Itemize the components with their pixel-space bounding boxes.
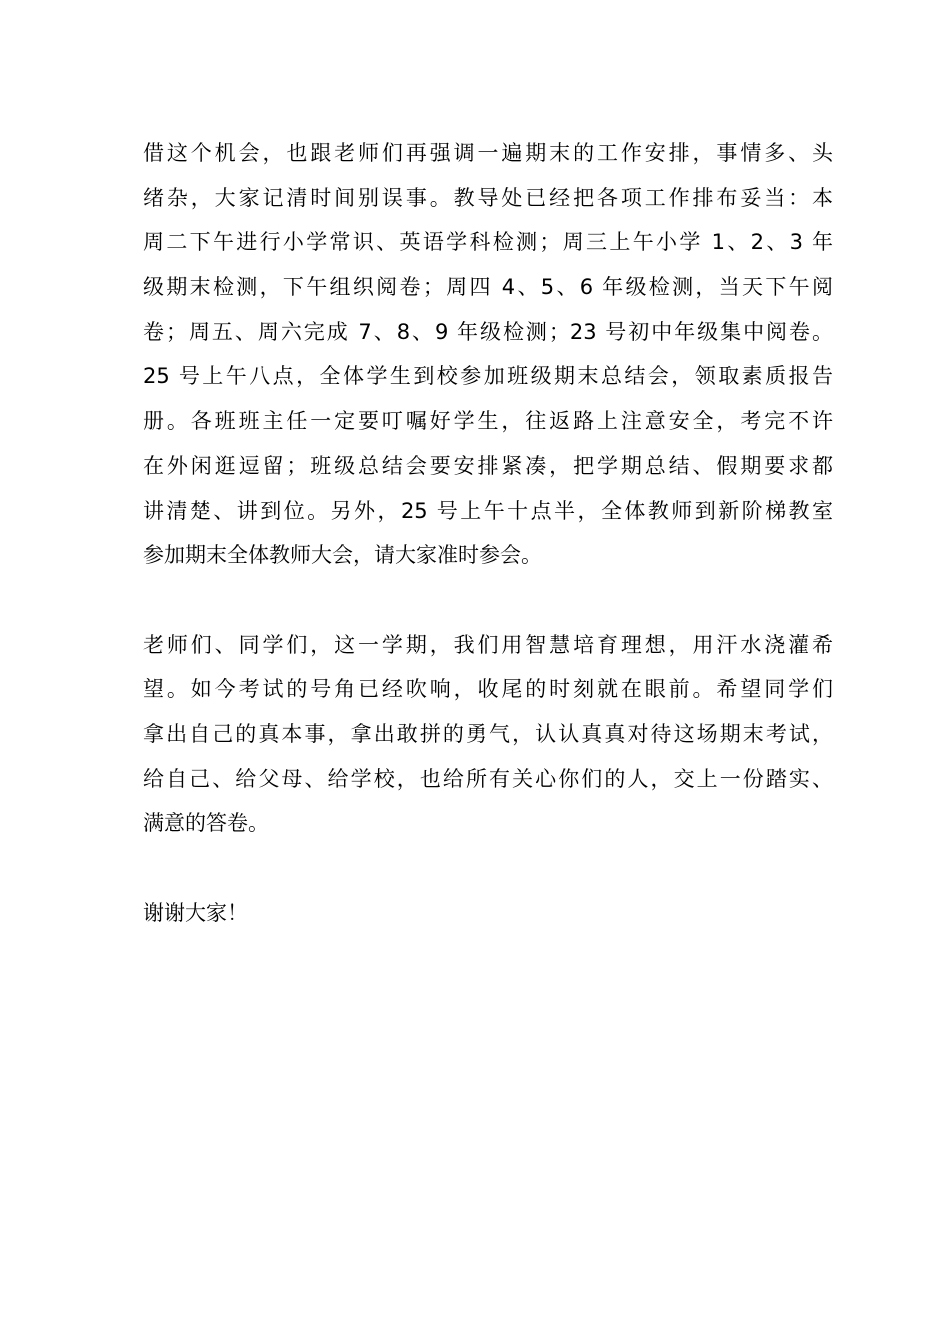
paragraph-line: 25 号上午八点，全体学生到校参加班级期末总结会，领取素质报告 — [143, 364, 833, 389]
closing-line: 谢谢大家！ — [143, 900, 248, 925]
paragraph-spacer — [143, 578, 833, 623]
paragraph-work-arrangement — [143, 131, 833, 578]
paragraph-line: 老师们、同学们，这一学期，我们用智慧培育理想，用汗水浇灌希 — [143, 632, 833, 657]
paragraph-line: 参加期末全体教师大会，请大家准时参会。 — [143, 543, 542, 568]
paragraph-line: 满意的答卷。 — [143, 811, 269, 836]
paragraph-line: 拿出自己的真本事，拿出敢拼的勇气，认认真真对待这场期末考试， — [143, 721, 833, 746]
paragraph-line: 借这个机会，也跟老师们再强调一遍期末的工作安排，事情多、头 — [143, 141, 833, 165]
paragraph-line: 讲清楚、讲到位。另外，25 号上午十点半，全体教师到新阶梯教室 — [143, 498, 833, 523]
document-body — [143, 131, 833, 935]
paragraph-line: 卷；周五、周六完成 7、8、9 年级检测；23 号初中年级集中阅卷。 — [143, 319, 833, 344]
paragraph-line: 在外闲逛逗留；班级总结会要安排紧凑，把学期总结、假期要求都 — [143, 453, 833, 478]
paragraph-line: 给自己、给父母、给学校，也给所有关心你们的人，交上一份踏实、 — [143, 766, 833, 791]
paragraph-line: 望。如今考试的号角已经吹响，收尾的时刻就在眼前。希望同学们 — [143, 677, 833, 702]
paragraph-line: 级期末检测，下午组织阅卷；周四 4、5、6 年级检测，当天下午阅 — [143, 275, 833, 300]
paragraph-line: 绪杂，大家记清时间别误事。教导处已经把各项工作排布妥当：本 — [143, 185, 833, 210]
paragraph-line: 册。各班班主任一定要叮嘱好学生，往返路上注意安全，考完不许 — [143, 409, 833, 434]
paragraph-closing — [143, 891, 833, 936]
paragraph-line: 周二下午进行小学常识、英语学科检测；周三上午小学 1、2、3 年 — [143, 230, 833, 255]
paragraph-spacer — [143, 846, 833, 891]
paragraph-exam-encouragement — [143, 623, 833, 846]
